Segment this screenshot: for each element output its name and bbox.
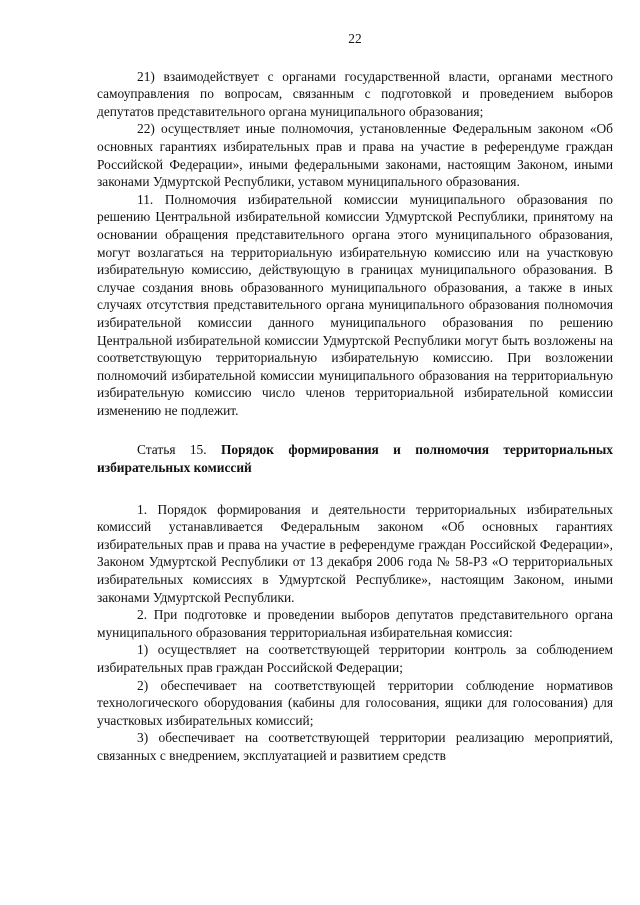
paragraph: 1) осуществляет на соответствующей территории контроль за соблюдением избирательных прав граждан Российской Федерации; [97,642,613,675]
page-number: 22 [348,31,362,46]
paragraph: 2) обеспечивает на соответствующей территории соблюдение нормативов технологического оборудования (кабины для голосования, ящики для голосования) для участковых избирательных комиссий; [97,677,613,728]
paragraph: 11. Полномочия избирательной комиссии муниципального образования по решению Центральной избирательной комиссии Удмуртской Республики, принятому на основании обращения представительного органа этого муниципального образования, могут возлагаться на территориальную избирательную комиссию или на участковую избирательную комиссию, действующую в границах муниципального образования. В случае создания вновь образованного муниципального образования, а также в иных случаях отсутствия представительного органа муниципального образования полномочия избирательной комиссии данного муниципального образования по решению Центральной избирательной комиссии Удмуртской Республики могут быть возложены на соответствующую территориальную избирательную комиссию. При возложении полномочий избирательной комиссии муниципального образования на территориальную избирательную комиссию число членов территориальной избирательной комиссии изменению не подлежит. [97,191,613,418]
article-title: Порядок формирования и полномочия территориальных избирательных комиссий [97,442,614,476]
paragraph: 21) взаимодействует с органами государственной власти, органами местного самоуправления по вопросам, связанным с подготовкой и проведением выборов депутатов представительного органа муниципального образования; [97,68,613,119]
paragraph: 2. При подготовке и проведении выборов депутатов представительного органа муниципального образования территориальная избирательная комиссия: [97,607,613,640]
paragraph: 1. Порядок формирования и деятельности территориальных избирательных комиссий устанавливается Федеральным законом «Об основных гарантиях избирательных прав и права на участие в референдуме граждан Российской Федерации», Законом Удмуртской Республики от 13 декабря 2006 года № 58-РЗ «О территориальных избирательных комиссиях в Удмуртской Республике», настоящим Законом, иными законами Удмуртской Республики. [97,501,613,605]
paragraph: 22) осуществляет иные полномочия, установленные Федеральным законом «Об основных гарантиях избирательных прав и права на участие в референдуме граждан Российской Федерации», иными федеральными законами, настоящим Законом, иными законами Удмуртской Республики, уставом муниципального образования. [97,121,613,190]
article-heading [97,441,613,476]
document-page [97,30,613,765]
article-prefix: Статья 15. [137,442,221,458]
paragraph: 3) обеспечивает на соответствующей территории реализацию мероприятий, связанных с внедрением, эксплуатацией и развитием средств [97,730,613,763]
